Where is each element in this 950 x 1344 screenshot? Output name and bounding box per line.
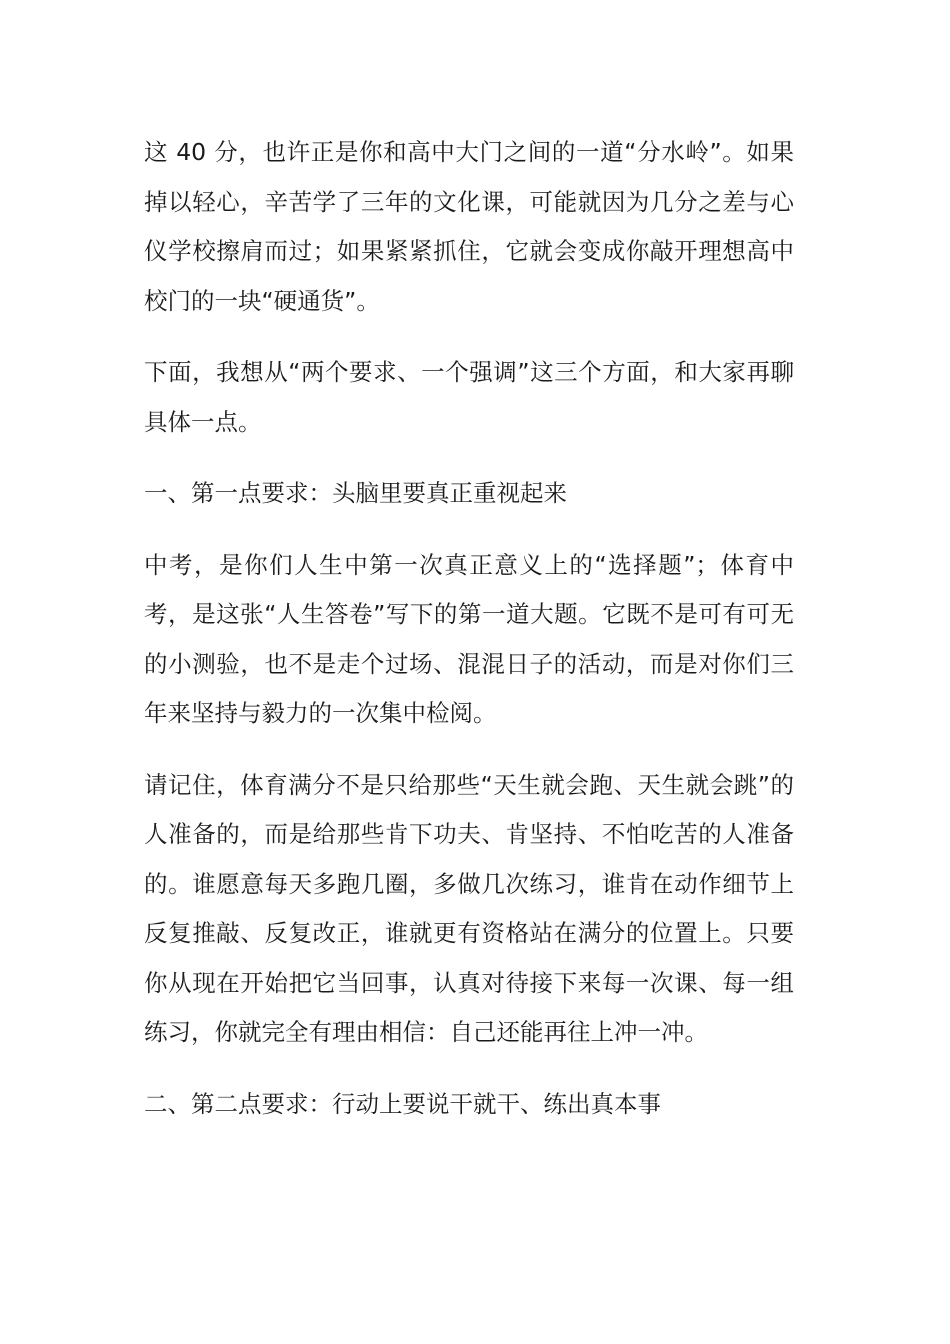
paragraph-section1-b: 请记住，体育满分不是只给那些“天生就会跑、天生就会跳”的人准备的，而是给那些肯下功夫、肯坚持、不怕吃苦的人准备的。谁愿意每天多跑几圈，多做几次练习，谁肯在动作细节上反复推敲、反复改正，谁就更有资格站在满分的位置上。只要你从现在开始把它当回事，认真对待接下来每一次课、每一组练习，你就完全有理由相信：自己还能再往上冲一冲。 <box>144 770 794 1046</box>
paragraph-section1-a: 中考，是你们人生中第一次真正意义上的“选择题”；体育中考，是这张“人生答卷”写下的第一道大题。它既不是可有可无的小测验，也不是走个过场、混混日子的活动，而是对你们三年来坚持与毅力的一次集中检阅。 <box>144 550 794 727</box>
paragraph-outline: 下面，我想从“两个要求、一个强调”这三个方面，和大家再聊具体一点。 <box>144 358 794 436</box>
document-body <box>144 128 794 1151</box>
section-heading-1: 一、第一点要求：头脑里要真正重视起来 <box>144 479 567 507</box>
section-heading-2: 二、第二点要求：行动上要说干就干、练出真本事 <box>144 1089 661 1118</box>
paragraph-intro: 这 40 分，也许正是你和高中大门之间的一道“分水岭”。如果掉以轻心，辛苦学了三年的文化课，可能就因为几分之差与心仪学校擦肩而过；如果紧紧抓住，它就会变成你敲开理想高中校门的一块“硬通货”。 <box>144 138 794 315</box>
